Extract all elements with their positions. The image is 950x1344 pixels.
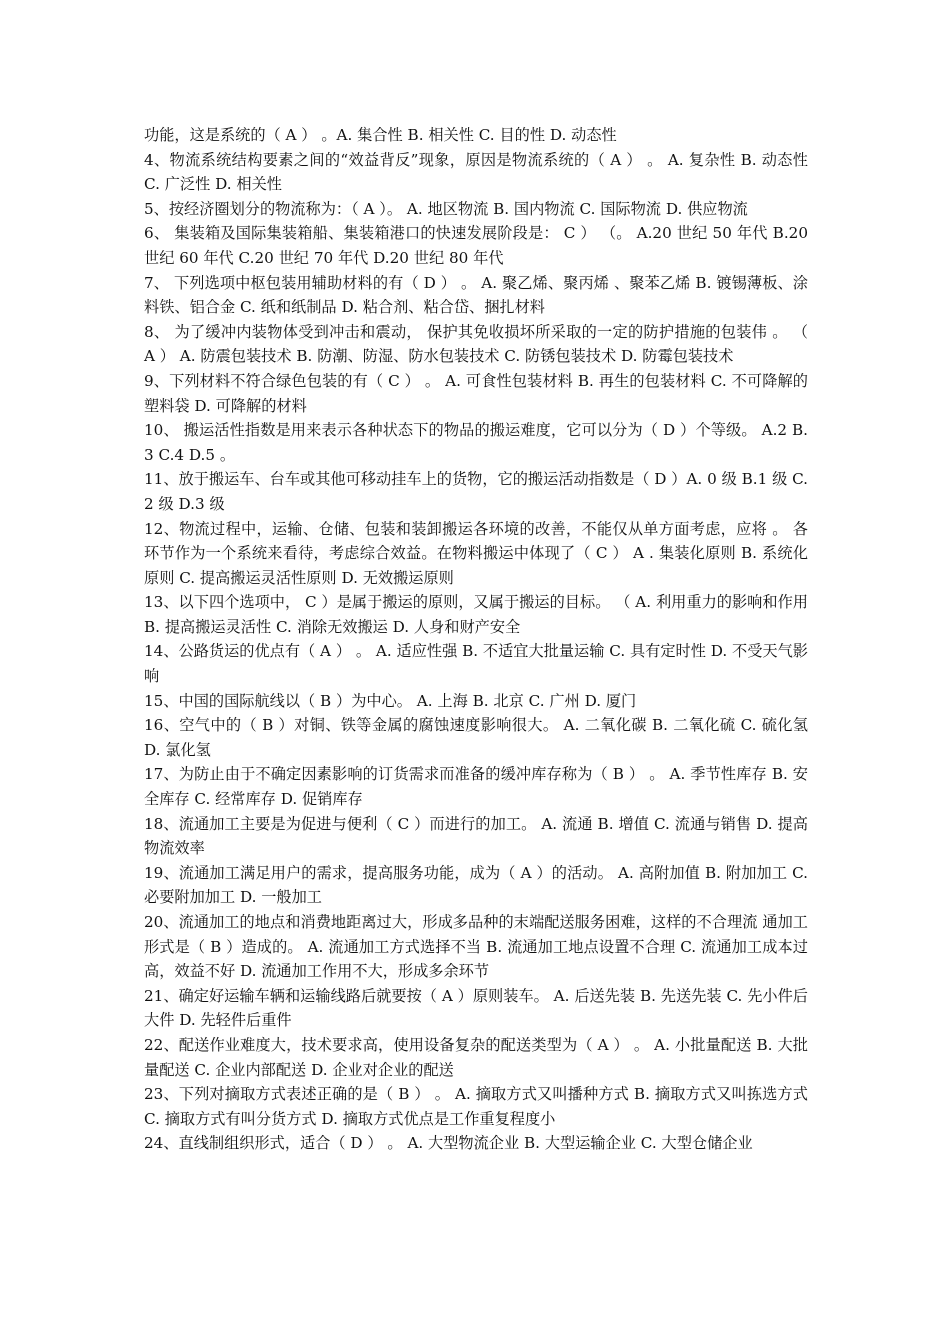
question-paragraph: 11、放于搬运车、台车或其他可移动挂车上的货物，它的搬运活动指数是（ D ）A. 0 级 B.1 级 C.2 级 D.3 级 — [144, 470, 808, 513]
question-paragraph: 4、物流系统结构要素之间的“效益背反”现象，原因是物流系统的（ A ） 。 A. 复杂性 B. 动态性 C. 广泛性 D. 相关性 — [144, 150, 808, 194]
question-paragraph: 12、物流过程中，运输、仓储、包装和装卸搬运各环境的改善，不能仅从单方面考虑，应将 。 各环节作为一个系统来看待，考虑综合效益。在物料搬运中体现了（ C ） A . 集装化原则 B. 系统化原则 C. 提高搬运灵活性原则 D. 无效搬运原则 — [144, 519, 808, 587]
question-paragraph: 24、直线制组织形式，适合（ D ） 。 A. 大型物流企业 B. 大型运输企业 C. 大型仓储企业 — [144, 1134, 753, 1153]
question-paragraph: 15、中国的国际航线以（ B ）为中心。 A. 上海 B. 北京 C. 广州 D. 厦门 — [144, 691, 637, 710]
question-paragraph: 22、配送作业难度大，技术要求高，使用设备复杂的配送类型为（ A ） 。 A. 小批量配送 B. 大批量配送 C. 企业内部配送 D. 企业对企业的配送 — [144, 1035, 808, 1079]
question-paragraph: 5、按经济圈划分的物流称为：（ A ）。 A. 地区物流 B. 国内物流 C. 国际物流 D. 供应物流 — [144, 199, 748, 218]
question-paragraph: 10、 搬运活性指数是用来表示各种状态下的物品的搬运难度，它可以分为（ D ）个等级。 A.2 B.3 C.4 D.5 。 — [144, 421, 808, 464]
question-paragraph: 16、空气中的（ B ）对铜、铁等金属的腐蚀速度影响很大。 A. 二氧化碳 B. 二氧化硫 C. 硫化氢 D. 氯化氢 — [144, 716, 808, 759]
document-body — [144, 123, 808, 1156]
question-paragraph: 6、 集装箱及国际集装箱船、集装箱港口的快速发展阶段是： C ） （。 A.20 世纪 50 年代 B.20 世纪 60 年代 C.20 世纪 70 年代 D.20 世纪 80 年代 — [144, 224, 808, 267]
question-paragraph: 9、下列材料不符合绿色包装的有（ C ） 。 A. 可食性包装材料 B. 再生的包装材料 C. 不可降解的塑料袋 D. 可降解的材料 — [144, 371, 808, 415]
question-paragraph: 13、以下四个选项中， C ）是属于搬运的原则，又属于搬运的目标。 （ A. 利用重力的影响和作用 B. 提高搬运灵活性 C. 消除无效搬运 D. 人身和财产安全 — [144, 593, 808, 636]
question-paragraph: 23、下列对摘取方式表述正确的是（ B ） 。 A. 摘取方式又叫播种方式 B. 摘取方式又叫拣选方式 C. 摘取方式有叫分货方式 D. 摘取方式优点是工作重复程度小 — [144, 1085, 808, 1128]
question-paragraph: 19、流通加工满足用户的需求，提高服务功能，成为（ A ）的活动。 A. 高附加值 B. 附加加工 C. 必要附加加工 D. 一般加工 — [144, 863, 808, 907]
question-paragraph: 7、 下列选项中枢包装用辅助材料的有（ D ） 。 A. 聚乙烯、聚丙烯 、聚苯乙烯 B. 镀锡薄板、涂料铁、铝合金 C. 纸和纸制品 D. 粘合剂、粘合岱、捆扎材料 — [144, 273, 808, 317]
question-paragraph: 功能，这是系统的（ A ） 。A. 集合性 B. 相关性 C. 目的性 D. 动态性 — [144, 126, 617, 144]
question-paragraph: 8、 为了缓冲内装物体受到冲击和震动， 保护其免收损坏所采取的一定的防护措施的包装伟 。 （ A ） A. 防震包装技术 B. 防潮、防湿、防水包装技术 C. 防锈包装技术 D. 防霉包装技术 — [144, 322, 808, 366]
question-paragraph: 17、为防止由于不确定因素影响的订货需求而准备的缓冲库存称为（ B ） 。 A. 季节性库存 B. 安全库存 C. 经常库存 D. 促销库存 — [144, 765, 808, 809]
question-paragraph: 21、确定好运输车辆和运输线路后就要按（ A ）原则装车。 A. 后送先装 B. 先送先装 C. 先小件后大件 D. 先轻件后重件 — [144, 986, 808, 1030]
question-paragraph: 18、流通加工主要是为促进与便利（ C ）而进行的加工。 A. 流通 B. 增值 C. 流通与销售 D. 提高物流效率 — [144, 814, 808, 858]
question-paragraph: 20、流通加工的地点和消费地距离过大，形成多品种的末端配送服务困难，这样的不合理流 通加工形式是（ B ）造成的。 A. 流通加工方式选择不当 B. 流通加工地点设置不合理 C. 流通加工成本过高，效益不好 D. 流通加工作用不大，形成多余环节 — [144, 913, 808, 981]
question-paragraph: 14、公路货运的优点有（ A ） 。 A. 适应性强 B. 不适宜大批量运输 C. 具有定时性 D. 不受天气影响 — [144, 642, 808, 686]
